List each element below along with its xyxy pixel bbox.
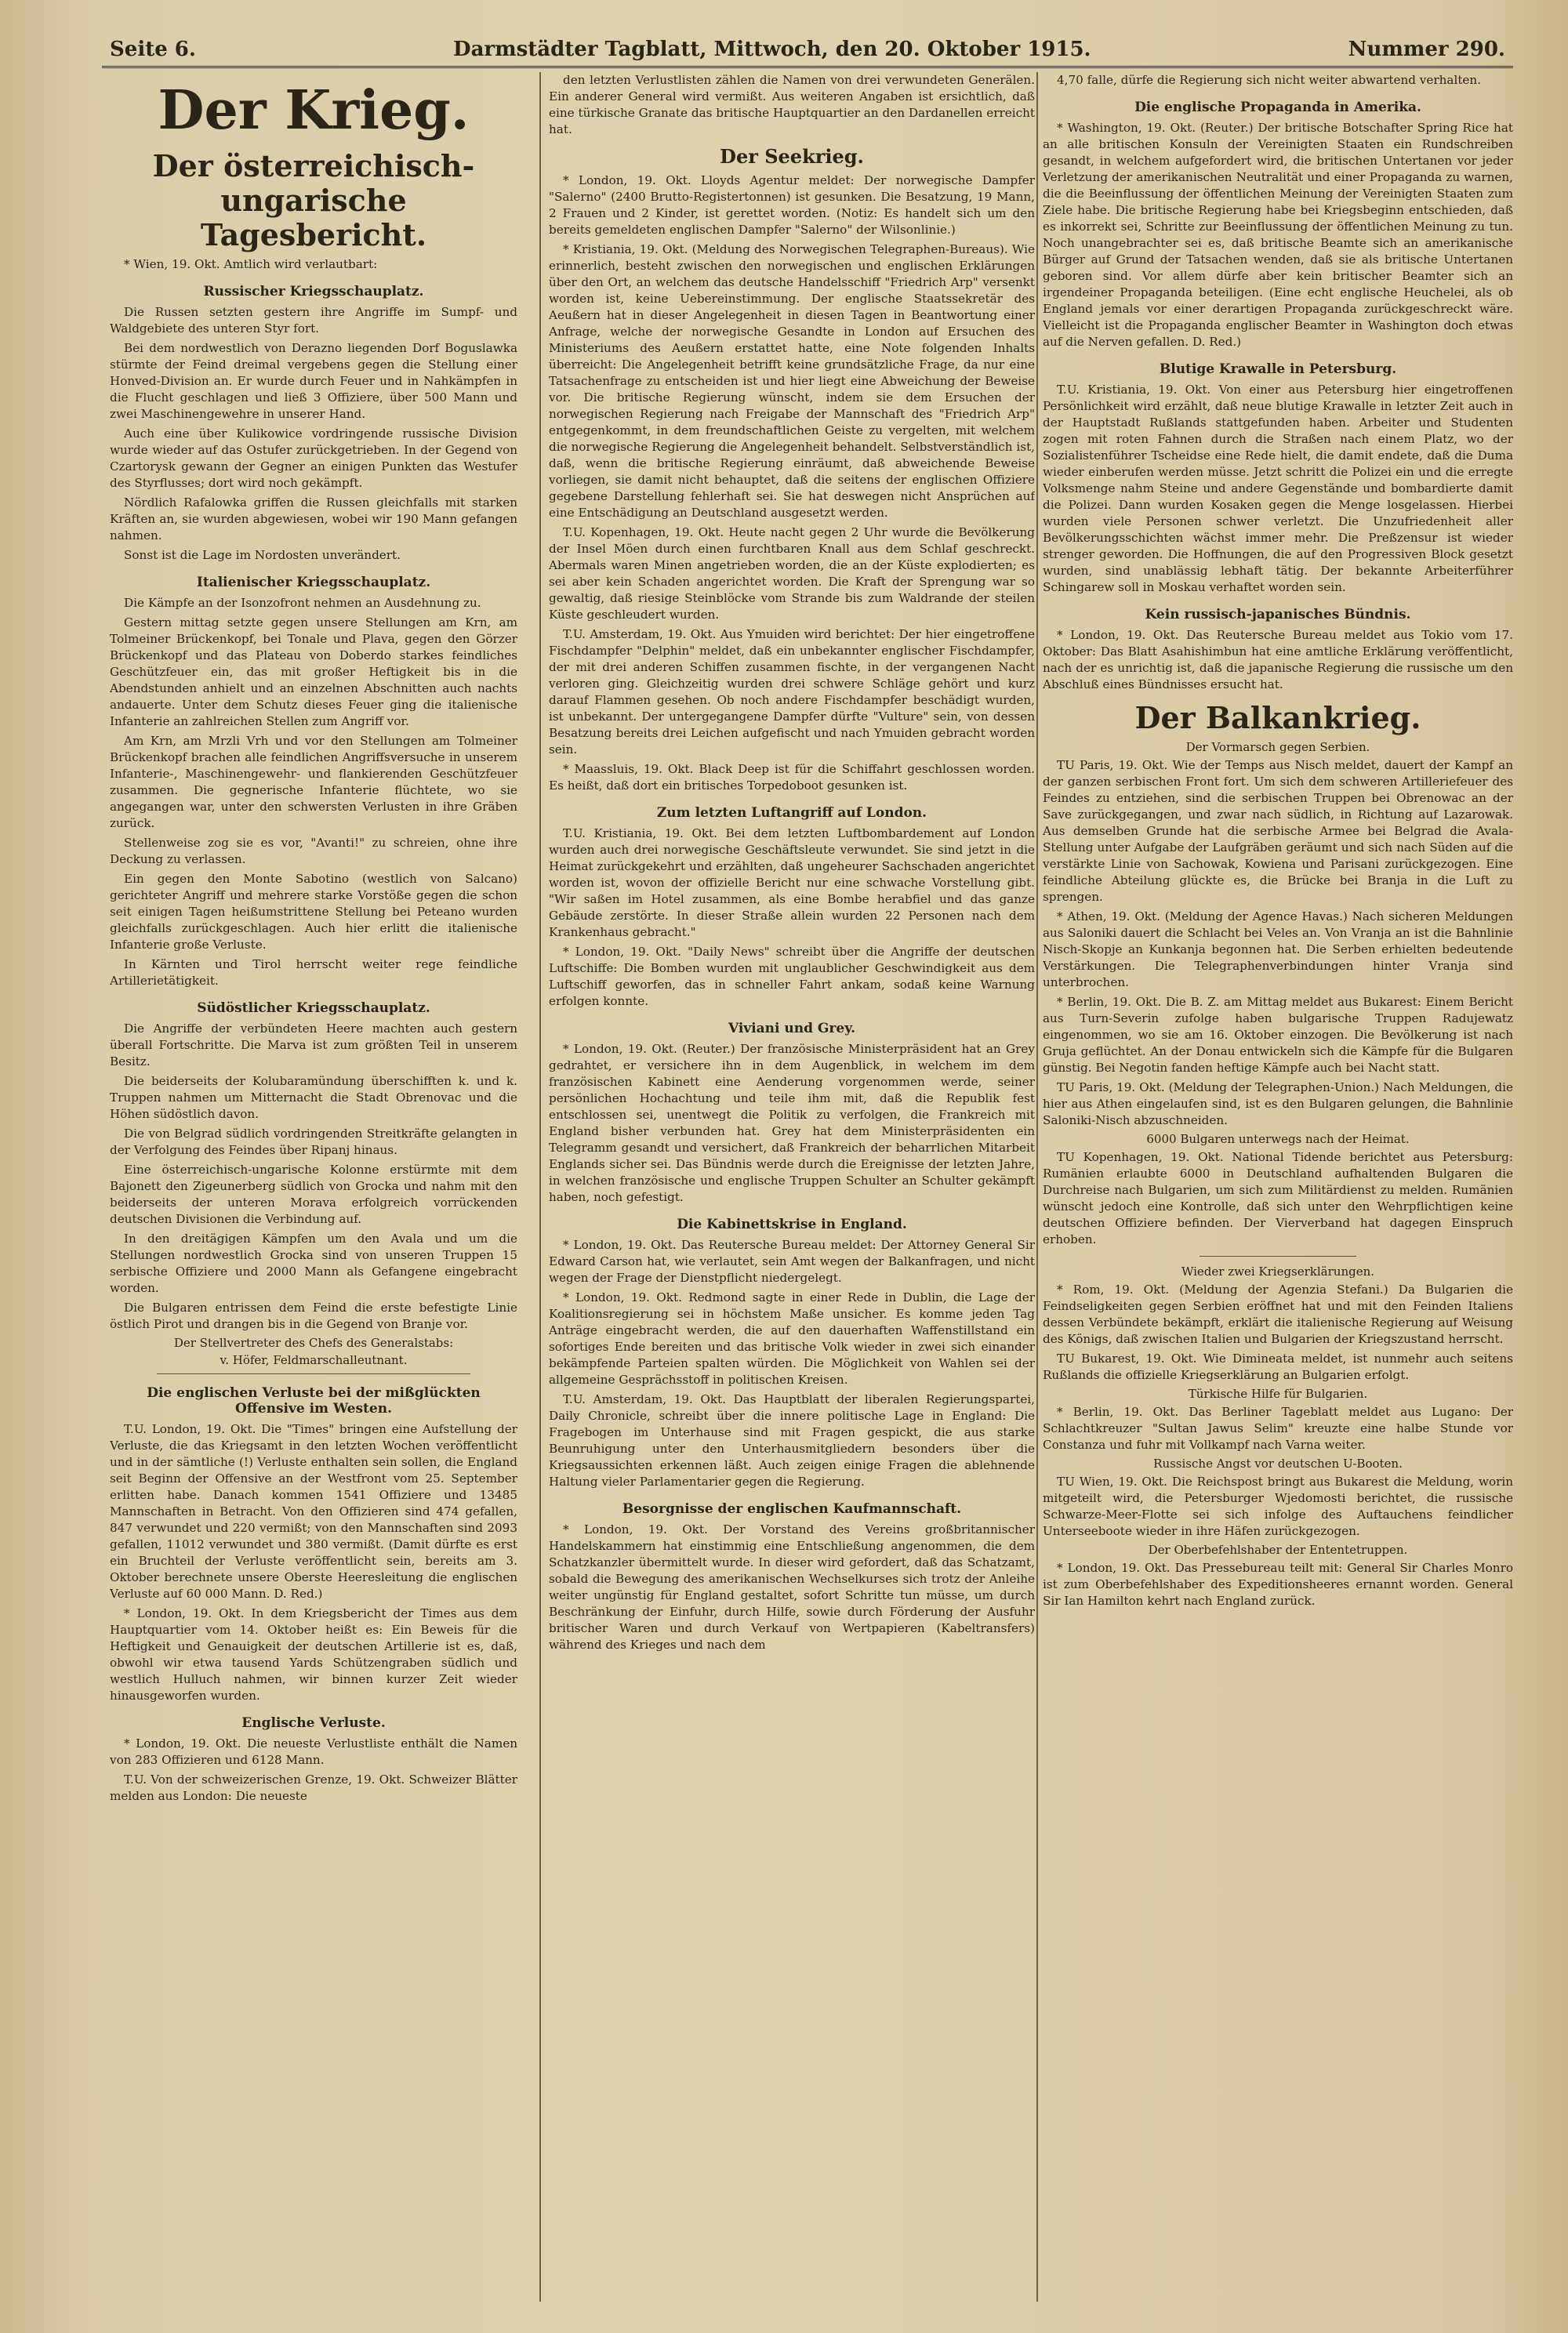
paragraph: den letzten Verlustlisten zählen die Namen von drei verwundeten Generälen. Ein anderer General wird vermißt. Aus weiteren Angaben ist ersichtlich, daß eine türkische Granate das britische Hauptquartier an den Dardanellen erreicht hat. <box>549 73 1035 136</box>
section-heading: Die Kabinettskrise in England. <box>677 1216 907 1232</box>
paragraph: * London, 19. Okt. In dem Kriegsbericht der Times aus dem Hauptquartier vom 14. Oktober heißt es: Ein Beweis für die Heftigkeit und Genauigkeit der deutschen Artillerie ist es, daß, obwohl wir etwa tausend Yards Schützengraben südlich und westlich Hulluch nahmen, wir binnen kurzer Zeit wieder hinausgeworfen wurden. <box>110 1606 517 1703</box>
paragraph: * London, 19. Okt. Das Reutersche Bureau meldet: Der Attorney General Sir Edward Carson hat, wie verlautet, sein Amt wegen der Balkanfragen, und nicht wegen der Frage der Dienstpflicht niedergelegt. <box>549 1237 1035 1285</box>
paragraph: TU Paris, 19. Okt. Wie der Temps aus Nisch meldet, dauert der Kampf an der ganzen serbischen Front fort. Um sich dem schweren Artilleriefeuer des Feindes zu entziehen, sind die serbischen Truppen bei Obrenowac an der Save zurückgegangen, und zwar nach südlich, in Richtung auf Lazarowak. Aus demselben Grunde hat die serbische Armee bei Belgrad die Avala-Stellung unter Aufgabe der Laufgräben geräumt und sich nach Süden auf die verstärkte Linie von Sachowak, Kowiena und Parisani zurückgezogen. Eine feindliche Abteilung glückte es, die Brücke bei Branja in die Luft zu sprengen. <box>1043 757 1513 904</box>
section-heading: Der Seekrieg. <box>720 145 864 168</box>
paragraph: * Rom, 19. Okt. (Meldung der Agenzia Stefani.) Da Bulgarien die Feindseligkeiten gegen Serbien eröffnet hat und mit den Feinden Italiens dessen Verbündete bekämpft, erklärt die italienische Regierung auf Weisung des Königs, daß zwischen Italien und Bulgarien der Kriegszustand herrscht. <box>1043 1282 1513 1346</box>
article-headline: Der österreichisch-ungarische Tagesbericht. <box>152 148 475 252</box>
paragraph: T.U. Amsterdam, 19. Okt. Aus Ymuiden wird berichtet: Der hier eingetroffene Fischdampfer "Delphin" meldet, daß ein unbekannter englischer Fischdampfer, der mit drei anderen Schiffen zusammen fischte, in der vergangenen Nacht verloren ging. Gleichzeitig wurden drei schwere Schläge gehört und kurz darauf Flammen gesehen. Ob noch andere Fischdampfer beschädigt wurden, ist unbekannt. Der untergegangene Dampfer dürfte "Vulture" sein, von dessen Besatzung bereits drei Leichen aufgefischt und nach Ymuiden gebracht worden sein. <box>549 626 1035 757</box>
paragraph: * Berlin, 19. Okt. Die B. Z. am Mittag meldet aus Bukarest: Einem Bericht aus Turn-Severin zufolge haben bulgarische Truppen Radujewatz eingenommen, wo sie am 16. Oktober einzogen. Die Bevölkerung ist nach Gruja geflüchtet. An der Donau entwickeln sich die Kämpfe für die Bulgaren günstig. Bei Negotin fanden heftige Kämpfe auch bei Nacht statt. <box>1043 994 1513 1075</box>
paragraph: * Maassluis, 19. Okt. Black Deep ist für die Schiffahrt geschlossen worden. Es heißt, daß dort ein britisches Torpedoboot gesunken ist. <box>549 761 1035 793</box>
subheading: Der Oberbefehlshaber der Ententetruppen. <box>1148 1542 1408 1557</box>
paragraph: Auch eine über Kulikowice vordringende russische Division wurde wieder auf das Ostufer zurückgetrieben. In der Gegend von Czartorysk gewann der Gegner an einigen Punkten das Westufer des Styrflusses; dort wird noch gekämpft. <box>110 426 517 491</box>
paragraph: In den dreitägigen Kämpfen um den Avala und um die Stellungen nordwestlich Grocka sind von unseren Truppen 15 serbische Offiziere und 2000 Mann als Gefangene eingebracht worden. <box>110 1232 517 1296</box>
subheading: 6000 Bulgaren unterwegs nach der Heimat. <box>1146 1131 1410 1146</box>
subheading: Wieder zwei Kriegserklärungen. <box>1181 1264 1375 1279</box>
paragraph: Stellenweise zog sie es vor, "Avanti!" zu schreien, ohne ihre Deckung zu verlassen. <box>110 836 517 867</box>
paragraph: Ein gegen den Monte Sabotino (westlich von Salcano) gerichteter Angriff und mehrere starke Vorstöße gegen die schon seit einigen Tagen heißumstrittene Stellung bei Peteano wurden gleichfalls zurückgeschlagen. Auch hier erlitt die italienische Infanterie große Verluste. <box>110 872 517 952</box>
paragraph: TU Kopenhagen, 19. Okt. National Tidende berichtet aus Petersburg: Rumänien erlaubte 6000 in Deutschland aufhaltenden Bulgaren die Durchreise nach Bulgarien, um sich zum Militärdienst zu melden. Rumänien wünscht jedoch eine Kontrolle, daß sich unter den Wehrpflichtigen keine deutschen Offiziere befinden. Der Vierverband hat dagegen Einspruch erhoben. <box>1043 1149 1513 1246</box>
paragraph: * London, 19. Okt. Der Vorstand des Vereins großbritannischer Handelskammern hat einstimmig eine Entschließung angenommen, die dem Schatzkanzler übermittelt wurde. In dieser wird gefordert, daß das Schatzamt, sobald die Bewegung des amerikanischen Wechselkurses sich trotz der Anleihe weiter ungünstig für England gestaltet, sofort Schritte tun müsse, um durch Beschränkung der Einfuhr, durch Hilfe, sowie durch Förderung der Ausfuhr britischer Waren und durch Verkauf von Wertpapieren (Kabeltransfers) während des Krieges und nach dem <box>549 1522 1035 1652</box>
section-heading: Italienischer Kriegsschauplatz. <box>196 575 431 591</box>
page-number: Seite 6. <box>110 38 196 61</box>
paragraph: * London, 19. Okt. Redmond sagte in einer Rede in Dublin, die Lage der Koalitionsregierung sei in höchstem Maße unsicher. Es komme jeden Tag Anträge eingebracht werden, die auf den dauerhaften Waffenstillstand ein sofortiges Ende bereiten und das britische Volk wieder in zwei sich einander bekämpfende Parteien spalten würden. Die Möglichkeit von Wahlen sei der allgemeine Gesprächsstoff in politischen Kreisen. <box>549 1290 1035 1387</box>
paragraph: Am Krn, am Mrzli Vrh und vor den Stellungen am Tolmeiner Brückenkopf brachen alle feindlichen Angriffsversuche in unserem Infanterie-, Maschinengewehr- und flankierenden Geschützfeuer zusammen. Die gegnerische Infanterie flüchtete, wo sie angegangen war, unter den schwersten Verlusten in ihre Gräben zurück. <box>110 734 517 831</box>
issue-number: Nummer 290. <box>1348 38 1505 61</box>
paragraph: Eine österreichisch-ungarische Kolonne erstürmte mit dem Bajonett den Zigeunerberg südlich von Grocka und nahm mit den beiderseits der unteren Morava erfolgreich vorrückenden deutschen Divisionen die Verbindung auf. <box>110 1163 517 1227</box>
paragraph: T.U. Kopenhagen, 19. Okt. Heute nacht gegen 2 Uhr wurde die Bevölkerung der Insel Möen durch einen furchtbaren Knall aus dem Schlaf geschreckt. Abermals waren Minen angetrieben worden, die an der Küste explodierten; es sei aber kein Schaden angerichtet worden. Die Kraft der Sprengung war so gewaltig, daß riesige Steinblöcke vom Strande bis zum Waldrande der steilen Küste geschleudert wurden. <box>549 524 1035 622</box>
paragraph: * London, 19. Okt. Das Pressebureau teilt mit: General Sir Charles Monro ist zum Oberbefehlshaber des Expeditionsheeres ernannt worden. General Sir Ian Hamilton kehrt nach England zurück. <box>1043 1560 1513 1608</box>
main-title: Der Krieg. <box>158 79 470 142</box>
section-heading: Kein russisch-japanisches Bündnis. <box>1145 607 1411 622</box>
paragraph: T.U. Kristiania, 19. Okt. Von einer aus Petersburg hier eingetroffenen Persönlichkeit wird erzählt, daß neue blutige Krawalle in letzter Zeit auch in der Hauptstadt Rußlands stattgefunden haben. Arbeiter und Studenten zogen mit roten Fahnen durch die Straßen nach einem Platz, wo der Sozialistenführer Tscheidse eine Rede hielt, die damit endete, daß die Duma wieder einberufen werden müsse. Jetzt schritt die Polizei ein und die erregte Volksmenge nahm Steine und andere Gegenstände und bombardierte damit die Polizei. Dann wurden Kosaken gegen die Menge losgelassen. Hierbei wurden viele Personen schwer verletzt. Die Unzufriedenheit aller Bevölkerungsschichten wächst immer mehr. Die Preßzensur ist wieder strenger geworden. Die Hoffnungen, die auf den Progressiven Block gesetzt wurden, sind unablässig lebhaft tätig. Der bekannte Arbeiterführer Schingarew soll in Moskau verhaftet worden sein. <box>1043 383 1513 594</box>
paragraph: T.U. Von der schweizerischen Grenze, 19. Okt. Schweizer Blätter melden aus London: Die neueste <box>110 1772 517 1804</box>
subheading: Türkische Hilfe für Bulgarien. <box>1188 1386 1368 1401</box>
header-rule <box>102 66 1513 68</box>
paragraph: Gestern mittag setzte gegen unsere Stellungen am Krn, am Tolmeiner Brückenkopf, bei Tonale und Plava, gegen den Görzer Brückenkopf und das Plateau von Doberdo starkes feindliches Geschützfeuer ein, das mit großer Heftigkeit bis in die Abendstunden anhielt und an einzelnen Abschnitten auch nachts andauerte. Unter dem Schutz dieses Feuer ging die italienische Infanterie an zahlreichen Stellen zum Angriff vor. <box>110 615 517 729</box>
masthead-line: Darmstädter Tagblatt, Mittwoch, den 20. Oktober 1915. <box>453 38 1091 61</box>
paragraph: Die von Belgrad südlich vordringenden Streitkräfte gelangten in der Verfolgung des Feindes über Ripanj hinaus. <box>110 1127 517 1158</box>
signature-line: Der Stellvertreter des Chefs des Generalstabs: <box>173 1336 454 1351</box>
paragraph: Die Bulgaren entrissen dem Feind die erste befestigte Linie östlich Pirot und drangen bis in die Gegend von Branje vor. <box>110 1301 517 1332</box>
paragraph: TU Bukarest, 19. Okt. Wie Dimineata meldet, ist nunmehr auch seitens Rußlands die offizielle Kriegserklärung an Bulgarien erfolgt. <box>1043 1351 1513 1382</box>
paragraph: T.U. London, 19. Okt. Die "Times" bringen eine Aufstellung der Verluste, die das Kriegsamt in den letzten Wochen veröffentlicht und in der sämtliche (!) Verluste enthalten sein sollen, die England seit Beginn der Offensive an der Westfront vom 25. September erlitten habe. Danach kommen 1541 Offiziere und 13485 Mannschaften in Betracht. Von den Offizieren sind 474 gefallen, 847 verwundet und 220 vermißt; von den Mannschaften sind 2093 gefallen, 11012 verwundet und 380 vermißt. (Damit dürfte es erst ein Bruchteil der Verluste veröffentlicht sein, bereits am 3. Oktober berechnete unsere Oberste Heeresleitung die englischen Verluste auf 60 000 Mann. D. Red.) <box>110 1422 517 1602</box>
paragraph: Nördlich Rafalowka griffen die Russen gleichfalls mit starken Kräften an, sie wurden abgewiesen, wobei wir 190 Mann gefangen nahmen. <box>110 495 517 543</box>
section-heading: Die englische Propaganda in Amerika. <box>1134 100 1421 115</box>
section-heading: Viviani und Grey. <box>728 1020 856 1036</box>
paragraph: * London, 19. Okt. Das Reutersche Bureau meldet aus Tokio vom 17. Oktober: Das Blatt Asahishimbun hat eine amtliche Erklärung veröffentlicht, nach der es unrichtig ist, daß die japanische Regierung die russische um den Abschluß eines Bündnisses ersucht hat. <box>1043 628 1513 691</box>
section-heading: Besorgnisse der englischen Kaufmannschaft. <box>622 1500 962 1517</box>
paragraph: 4,70 falle, dürfe die Regierung sich nicht weiter abwartend verhalten. <box>1057 73 1482 87</box>
section-heading: Blutige Krawalle in Petersburg. <box>1159 361 1397 377</box>
section-heading: Die englischen Verluste bei der mißglückten Offensive im Westen. <box>147 1385 481 1417</box>
column-divider <box>1036 72 1038 2302</box>
paragraph: T.U. Amsterdam, 19. Okt. Das Hauptblatt der liberalen Regierungspartei, Daily Chronicle, schreibt über die innere politische Lage in England: Die Fragebogen im Unterhause sind mit Fragen gespickt, die aus starke Beunruhigung unter den Unterhausmitgliedern besonders über die Kriegsaussichten erkennen läßt. Auch zeigen einige Fragen die ablehnende Haltung vieler Parlamentarier gegen die Regierung. <box>549 1391 1035 1489</box>
paragraph: Bei dem nordwestlich von Derazno liegenden Dorf Boguslawka stürmte der Feind dreimal vergebens gegen die Stellung einer Honved-Division an. Er wurde durch Feuer und in Nahkämpfen in die Flucht geschlagen und ließ 3 Offiziere, über 500 Mann und zwei Maschinengewehre in unserer Hand. <box>110 341 517 422</box>
paragraph: * London, 19. Okt. Lloyds Agentur meldet: Der norwegische Dampfer "Salerno" (2400 Brutto-Registertonnen) ist gesunken. Die Besatzung, 19 Mann, 2 Frauen und 2 Kinder, ist gerettet worden. (Notiz: Es handelt sich um den bereits gemeldeten englischen Dampfer "Salerno" der Wilsonlinie.) <box>549 172 1035 237</box>
paragraph: * London, 19. Okt. (Reuter.) Der französische Ministerpräsident hat an Grey gedrahtet, er versichere ihn in dem Augenblick, in welchem im dem französischen Kabinett eine Aenderung vorgenommen werde, seiner persönlichen Hochachtung und teile ihm mit, daß die Republik fest entschlossen sei, unentwegt die Politik zu verfolgen, die Frankreich mit England bisher verbunden hat. Grey hat dem Ministerpräsidenten ein Telegramm gesandt und versichert, daß Frankreich der beharrlichen Mitarbeit Englands sicher sei. Das Bündnis werde durch die Ereignisse der letzten Jahre, in welchen französische und englische Truppen Schulter an Schulter gekämpft haben, noch gefestigt. <box>549 1041 1035 1204</box>
paragraph: Die Russen setzten gestern ihre Angriffe im Sumpf- und Waldgebiete des unteren Styr fort. <box>110 305 517 336</box>
paragraph: TU Paris, 19. Okt. (Meldung der Telegraphen-Union.) Nach Meldungen, die hier aus Athen eingelaufen sind, ist es den Bulgaren gelungen, die Bahnlinie Saloniki-Nisch abzuschneiden. <box>1043 1079 1513 1127</box>
section-heading: Englische Verluste. <box>241 1715 386 1732</box>
divider <box>1200 1256 1356 1257</box>
section-heading: Russischer Kriegsschauplatz. <box>203 284 424 300</box>
column-3 <box>1043 72 1513 2302</box>
paragraph: T.U. Kristiania, 19. Okt. Bei dem letzten Luftbombardement auf London wurden auch drei norwegische Geschäftsleute verwundet. Sie sind jetzt in die Heimat zurückgekehrt und erzählten, daß ungeheurer Sachschaden angerichtet worden ist, wovon der offizielle Bericht nur eine schwache Vorstellung gibt. "Wir saßen im Hotel zusammen, als eine Bombe herabfiel und das ganze Gebäude zerstörte. In dieser Straße allein wurden 22 Personen nach dem Krankenhaus gebracht." <box>549 825 1035 939</box>
column-1 <box>110 72 517 2302</box>
paragraph: Die beiderseits der Kolubaramündung überschifften k. und k. Truppen nahmen um Mitternacht die Stadt Obrenovac und die Höhen südöstlich davon. <box>110 1074 517 1122</box>
paragraph: Die Kämpfe an der Isonzofront nehmen an Ausdehnung zu. <box>124 596 481 611</box>
column-2 <box>549 72 1035 2302</box>
subheading: Der Vormarsch gegen Serbien. <box>1185 739 1370 754</box>
section-rule <box>157 1373 470 1374</box>
page-header <box>110 36 1505 63</box>
paragraph: Die Angriffe der verbündeten Heere machten auch gestern überall Fortschritte. Die Marva ist zum größten Teil in unserem Besitz. <box>110 1021 517 1069</box>
paragraph: * Berlin, 19. Okt. Das Berliner Tageblatt meldet aus Lugano: Der Schlachtkreuzer "Sultan Jawus Selim" kreuzte eine halbe Stunde vor Constanza und fuhr mit Vollkampf nach Varna weiter. <box>1043 1404 1513 1452</box>
paragraph: TU Wien, 19. Okt. Die Reichspost bringt aus Bukarest die Meldung, worin mitgeteilt wird, die Petersburger Wjedomosti berichtet, die russische Schwarze-Meer-Flotte sei sich infolge des Auftauchens feindlicher Unterseeboote wieder in ihre Häfen zurückgezogen. <box>1043 1474 1513 1538</box>
signature-name: v. Höfer, Feldmarschalleutnant. <box>220 1353 408 1368</box>
subheading: Russische Angst vor deutschen U-Booten. <box>1153 1456 1403 1471</box>
paragraph: Sonst ist die Lage im Nordosten unverändert. <box>124 548 401 563</box>
section-title: Der Balkankrieg. <box>1134 700 1421 735</box>
paragraph: * Athen, 19. Okt. (Meldung der Agence Havas.) Nach sicheren Meldungen aus Saloniki dauert die Schlacht bei Veles an. Von Vranja an ist die Bahnlinie Nisch-Skopje an Kunkanja begonnen hat. Die Serben erhielten bedeutende Verstärkungen. Die Telegraphenverbindungen hinter Vranja sind unterbrochen. <box>1043 909 1513 989</box>
paragraph: * London, 19. Okt. "Daily News" schreibt über die Angriffe der deutschen Luftschiffe: Die Bomben wurden mit unglaublicher Geschwindigkeit aus dem Luftschiff geworfen, das in schneller Fahrt ankam, sodaß keine Warnung erfolgen konnte. <box>549 944 1035 1008</box>
dateline: * Wien, 19. Okt. Amtlich wird verlautbart: <box>124 257 378 272</box>
paragraph: * London, 19. Okt. Die neueste Verlustliste enthält die Namen von 283 Offizieren und 6128 Mann. <box>110 1736 517 1768</box>
section-heading: Zum letzten Luftangriff auf London. <box>656 804 927 821</box>
paragraph: * Washington, 19. Okt. (Reuter.) Der britische Botschafter Spring Rice hat an alle britischen Konsuln der Vereinigten Staaten ein Rundschreiben gesandt, in welchem aufgefordert wird, die britischen Untertanen vor jeder Verletzung der amerikanischen Neutralität und einer Propaganda zu warnen, die die Beeinflussung der öffentlichen Meinung der Vereinigten Staaten zum Ziele habe. Die britische Regierung habe bei Kriegsbeginn entschieden, daß es inkorrekt sei, Schritte zur Beeinflussung der öffentlichen Meinung zu tun. Noch unangebrachter sei es, daß britische Beamte sich an amerikanische Bürger auf Grund der Tatsachen wenden, daß sie als britische Untertanen geboren sind. Vor allem dürfe aber kein britischer Beamter sich an irgendeiner Propaganda beteiligen. (Eine echt englische Heuchelei, als ob England jemals vor einer derartigen Propaganda zurückgeschreckt wäre. Vielleicht ist die Propaganda englischer Beamter in Washington doch etwas auf die Nerven gefallen. D. Red.) <box>1043 121 1513 349</box>
column-divider <box>539 72 541 2302</box>
paragraph: * Kristiania, 19. Okt. (Meldung des Norwegischen Telegraphen-Bureaus). Wie erinnerlich, besteht zwischen den norwegischen und englischen Erklärungen über den Ort, an welchem das deutsche Handelsschiff "Friedrich Arp" versenkt worden ist, keine Uebereinstimmung. Der englische Staatssekretär des Aeußern hat in dieser Angelegenheit in diesen Tagen in Beantwortung einer Anfrage, welche der norwegische Gesandte in London auf Ersuchen des Ministeriums des Aeußern erstattet hatte, eine Note folgenden Inhalts überreicht: Die Angelegenheit betrifft keine grundsätzliche Frage, da nur eine Tatsachenfrage zu entscheiden ist und hier liegt eine Abweichung der Beweise vor. Die britische Regierung wünscht, indem sie dem Ersuchen der norwegischen Regierung nach Freigabe der Mannschaft des "Friedrich Arp" entgegenkommt, in dem freundschaftlichen Geiste zu vergelten, mit welchem die norwegische Regierung die Angelegenheit behandelt. Selbstverständlich ist, daß, wenn die britische Regierung einräumt, daß abweichende Beweise vorliegen, sie damit nicht behauptet, daß die seitens der englischen Offiziere gegebene Darstellung fehlerhaft sei. Sie hat deswegen nicht Ansprüchen auf eine Entschädigung an Deutschland ausgesetzt werden. <box>549 241 1035 520</box>
section-heading: Südöstlicher Kriegsschauplatz. <box>197 1000 430 1017</box>
paragraph: In Kärnten und Tirol herrscht weiter rege feindliche Artillerietätigkeit. <box>110 957 517 989</box>
